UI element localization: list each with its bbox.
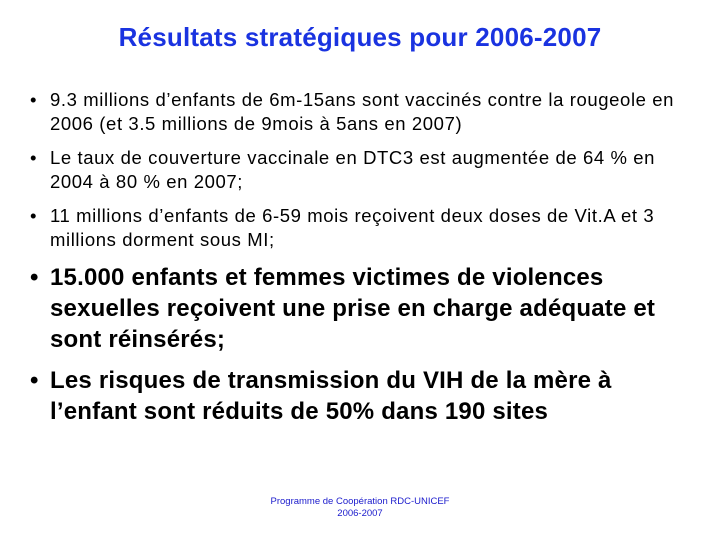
footer	[240, 496, 480, 520]
bullet-text: 11 millions d’enfants de 6-59 mois reçoivent deux doses de Vit.A et 3 millions dorment sous MI;	[50, 205, 655, 250]
bullet-marker: •	[30, 89, 38, 110]
bullet-item	[30, 262, 700, 355]
bullet-marker: •	[30, 147, 38, 168]
bullet-marker: •	[30, 205, 38, 226]
bullet-text: Les risques de transmission du VIH de la mère à l’enfant sont réduits de 50% dans 190 sites	[50, 367, 612, 425]
bullet-item	[30, 204, 700, 252]
bullet-item	[30, 146, 700, 194]
bullet-text: Le taux de couverture vaccinale en DTC3 est augmentée de 64 % en 2004 à 80 % en 2007;	[50, 147, 656, 192]
bullet-marker: •	[30, 367, 39, 394]
bullet-item	[30, 88, 700, 136]
bullet-item	[30, 365, 700, 427]
bullet-marker: •	[30, 264, 39, 291]
bullet-text: 9.3 millions d’enfants de 6m-15ans sont vaccinés contre la rougeole en 2006 (et 3.5 millions de 9mois à 5ans en 2007)	[50, 89, 675, 134]
footer-line-2: 2006-2007	[337, 508, 383, 519]
footer-line-1: Programme de Coopération RDC-UNICEF	[270, 496, 450, 507]
bullet-list	[30, 88, 700, 437]
bullet-text: 15.000 enfants et femmes victimes de violences sexuelles reçoivent une prise en charge adéquate et sont réinsérés;	[50, 264, 656, 353]
slide-title: Résultats stratégiques pour 2006-2007	[118, 22, 602, 52]
